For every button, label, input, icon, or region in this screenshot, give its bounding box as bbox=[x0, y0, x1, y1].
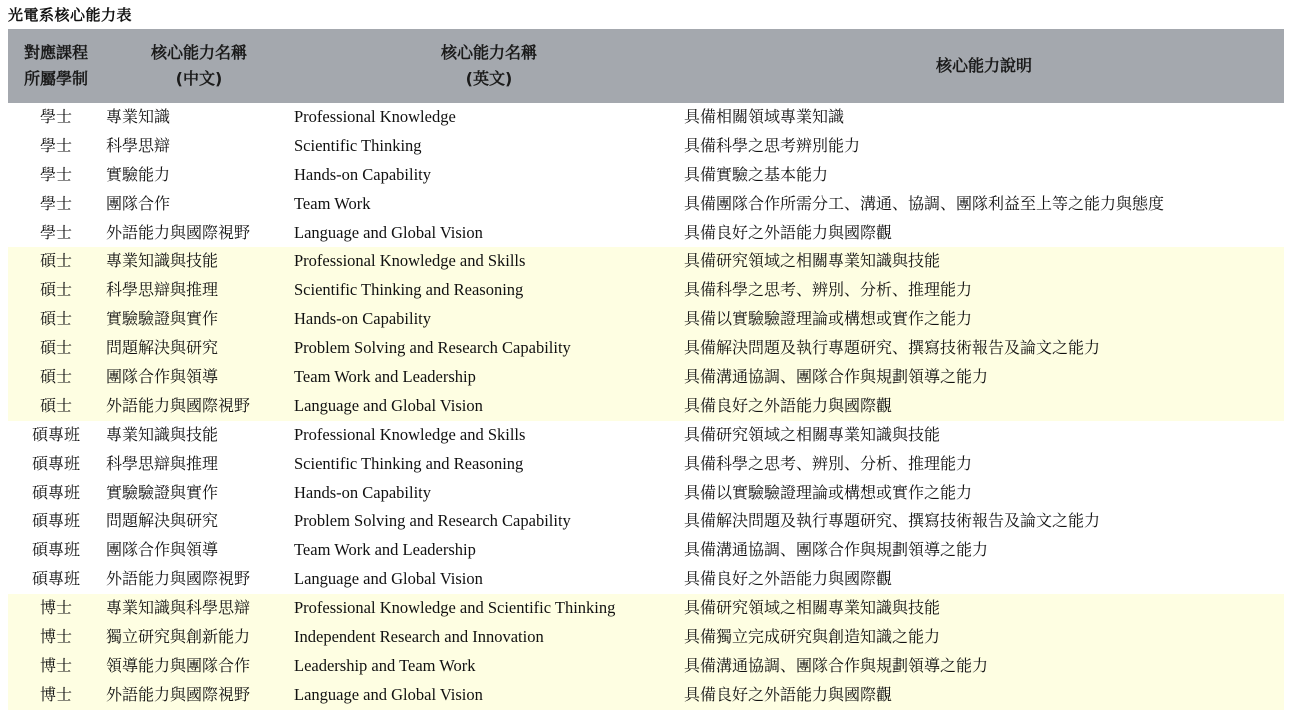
table-row bbox=[8, 594, 1284, 623]
program-level-cell: 學士 bbox=[39, 164, 72, 184]
table-row bbox=[8, 421, 1284, 450]
competency-description-cell: 具備良好之外語能力與國際觀 bbox=[684, 222, 893, 242]
header-zh-line1: 核心能力名稱 bbox=[150, 43, 247, 62]
competency-description-cell: 具備溝通協調、團隊合作與規劃領導之能力 bbox=[684, 655, 989, 675]
competency-name-zh-cell: 科學思辯 bbox=[106, 135, 171, 155]
competency-name-zh-cell: 問題解決與研究 bbox=[106, 338, 219, 358]
page-title: 光電系核心能力表 bbox=[8, 6, 133, 24]
competency-description-cell: 具備團隊合作所需分工、溝通、協調、團隊利益至上等之能力與態度 bbox=[684, 193, 1165, 213]
competency-name-zh-cell: 實驗驗證與實作 bbox=[106, 482, 219, 502]
competency-name-en-cell: Hands-on Capability bbox=[294, 482, 432, 502]
competency-name-en-cell: Language and Global Vision bbox=[294, 569, 483, 589]
program-level-cell: 碩專班 bbox=[31, 569, 80, 589]
table-row bbox=[8, 392, 1284, 421]
program-level-cell: 碩士 bbox=[39, 338, 72, 358]
competency-name-en-cell: Problem Solving and Research Capability bbox=[294, 338, 571, 358]
competency-description-cell: 具備良好之外語能力與國際觀 bbox=[684, 684, 893, 704]
table-row bbox=[8, 536, 1284, 565]
header-en-line1: 核心能力名稱 bbox=[440, 43, 537, 62]
program-level-cell: 博士 bbox=[39, 627, 72, 647]
competency-description-cell: 具備實驗之基本能力 bbox=[684, 164, 829, 184]
competency-description-cell: 具備研究領域之相關專業知識與技能 bbox=[684, 598, 941, 618]
header-name-en bbox=[294, 29, 684, 103]
competency-name-zh-cell: 團隊合作 bbox=[106, 193, 171, 213]
competency-description-cell: 具備溝通協調、團隊合作與規劃領導之能力 bbox=[684, 367, 989, 387]
competency-name-en-cell: Language and Global Vision bbox=[294, 222, 483, 242]
program-level-cell: 碩士 bbox=[39, 251, 72, 271]
competency-description-cell: 具備解決問題及執行專題研究、撰寫技術報告及論文之能力 bbox=[684, 511, 1101, 531]
table-row bbox=[8, 305, 1284, 334]
competency-description-cell: 具備相關領域專業知識 bbox=[684, 107, 845, 126]
table-row bbox=[8, 247, 1284, 276]
competency-description-cell: 具備科學之思考辨別能力 bbox=[684, 135, 861, 155]
program-level-cell: 博士 bbox=[39, 598, 72, 618]
header-level-line1: 對應課程 bbox=[23, 43, 88, 62]
table-row bbox=[8, 363, 1284, 392]
table-row bbox=[8, 681, 1284, 710]
competency-description-cell: 具備溝通協調、團隊合作與規劃領導之能力 bbox=[684, 540, 989, 560]
table-row bbox=[8, 161, 1284, 190]
competency-name-zh-cell: 領導能力與團隊合作 bbox=[106, 655, 251, 675]
competency-name-zh-cell: 團隊合作與領導 bbox=[106, 540, 219, 560]
program-level-cell: 碩專班 bbox=[31, 540, 80, 560]
table-row bbox=[8, 132, 1284, 161]
competency-name-zh-cell: 外語能力與國際視野 bbox=[106, 684, 251, 704]
competency-name-en-cell: Team Work bbox=[294, 193, 371, 213]
competency-name-zh-cell: 外語能力與國際視野 bbox=[106, 395, 251, 415]
program-level-cell: 學士 bbox=[39, 193, 72, 213]
competency-name-en-cell: Team Work and Leadership bbox=[294, 367, 476, 387]
table-row bbox=[8, 219, 1284, 248]
competency-name-en-cell: Professional Knowledge bbox=[294, 107, 456, 126]
competency-name-zh-cell: 團隊合作與領導 bbox=[106, 367, 219, 387]
table-row bbox=[8, 334, 1284, 363]
program-level-cell: 碩士 bbox=[39, 309, 72, 329]
table-header bbox=[8, 29, 1284, 103]
competency-name-zh-cell: 外語能力與國際視野 bbox=[106, 569, 251, 589]
competency-description-cell: 具備研究領域之相關專業知識與技能 bbox=[684, 424, 941, 444]
program-level-cell: 碩士 bbox=[39, 395, 72, 415]
table-row bbox=[8, 276, 1284, 305]
program-level-cell: 碩專班 bbox=[31, 511, 80, 531]
competency-name-zh-cell: 實驗能力 bbox=[106, 164, 171, 184]
competency-name-zh-cell: 科學思辯與推理 bbox=[106, 453, 219, 473]
competency-name-zh-cell: 獨立研究與創新能力 bbox=[106, 627, 251, 647]
program-level-cell: 碩專班 bbox=[31, 424, 80, 444]
program-level-cell: 學士 bbox=[39, 222, 72, 242]
header-desc-text: 核心能力說明 bbox=[935, 56, 1032, 75]
competency-name-en-cell: Independent Research and Innovation bbox=[294, 627, 544, 647]
competency-name-en-cell: Problem Solving and Research Capability bbox=[294, 511, 571, 531]
competency-name-zh-cell: 實驗驗證與實作 bbox=[106, 309, 219, 329]
program-level-cell: 博士 bbox=[39, 684, 72, 704]
competency-description-cell: 具備解決問題及執行專題研究、撰寫技術報告及論文之能力 bbox=[684, 338, 1101, 358]
table-body bbox=[8, 103, 1284, 710]
competency-name-en-cell: Hands-on Capability bbox=[294, 309, 432, 329]
competency-name-en-cell: Professional Knowledge and Skills bbox=[294, 424, 526, 444]
header-zh-line2: (中文) bbox=[175, 69, 223, 88]
competency-name-en-cell: Team Work and Leadership bbox=[294, 540, 476, 560]
competency-name-zh-cell: 專業知識 bbox=[106, 107, 171, 126]
competency-name-zh-cell: 專業知識與技能 bbox=[106, 251, 219, 271]
competency-name-zh-cell: 專業知識與科學思辯 bbox=[106, 598, 251, 618]
program-level-cell: 碩士 bbox=[39, 367, 72, 387]
table-row bbox=[8, 565, 1284, 594]
competency-name-zh-cell: 問題解決與研究 bbox=[106, 511, 219, 531]
program-level-cell: 碩專班 bbox=[31, 482, 80, 502]
program-level-cell: 碩士 bbox=[39, 280, 72, 300]
competency-name-zh-cell: 專業知識與技能 bbox=[106, 424, 219, 444]
competency-description-cell: 具備以實驗驗證理論或構想或實作之能力 bbox=[684, 482, 973, 502]
program-level-cell: 學士 bbox=[39, 135, 72, 155]
header-en-line2: (英文) bbox=[465, 69, 513, 88]
header-program-level bbox=[8, 29, 104, 103]
table-row bbox=[8, 652, 1284, 681]
table-row bbox=[8, 190, 1284, 219]
competency-name-en-cell: Hands-on Capability bbox=[294, 164, 432, 184]
competency-name-zh-cell: 科學思辯與推理 bbox=[106, 280, 219, 300]
competency-name-en-cell: Language and Global Vision bbox=[294, 684, 483, 704]
competency-table bbox=[8, 29, 1284, 710]
competency-description-cell: 具備科學之思考、辨別、分析、推理能力 bbox=[684, 453, 973, 473]
table-row bbox=[8, 479, 1284, 508]
competency-description-cell: 具備良好之外語能力與國際觀 bbox=[684, 569, 893, 589]
header-level-line2: 所屬學制 bbox=[23, 69, 88, 88]
competency-name-en-cell: Scientific Thinking and Reasoning bbox=[294, 453, 524, 473]
header-name-zh bbox=[104, 29, 294, 103]
header-description bbox=[684, 29, 1284, 103]
competency-name-zh-cell: 外語能力與國際視野 bbox=[106, 222, 251, 242]
competency-description-cell: 具備研究領域之相關專業知識與技能 bbox=[684, 251, 941, 271]
table-row bbox=[8, 103, 1284, 132]
competency-name-en-cell: Professional Knowledge and Skills bbox=[294, 251, 526, 271]
program-level-cell: 學士 bbox=[39, 107, 72, 126]
competency-name-en-cell: Scientific Thinking and Reasoning bbox=[294, 280, 524, 300]
competency-description-cell: 具備以實驗驗證理論或構想或實作之能力 bbox=[684, 309, 973, 329]
competency-description-cell: 具備科學之思考、辨別、分析、推理能力 bbox=[684, 280, 973, 300]
competency-name-en-cell: Language and Global Vision bbox=[294, 395, 483, 415]
table-row bbox=[8, 450, 1284, 479]
competency-name-en-cell: Professional Knowledge and Scientific Thinking bbox=[294, 598, 616, 618]
program-level-cell: 碩專班 bbox=[31, 453, 80, 473]
competency-name-en-cell: Scientific Thinking bbox=[294, 135, 422, 155]
table-row bbox=[8, 507, 1284, 536]
competency-description-cell: 具備獨立完成研究與創造知識之能力 bbox=[684, 627, 941, 647]
competency-name-en-cell: Leadership and Team Work bbox=[294, 655, 476, 675]
table-row bbox=[8, 623, 1284, 652]
competency-description-cell: 具備良好之外語能力與國際觀 bbox=[684, 395, 893, 415]
program-level-cell: 博士 bbox=[39, 655, 72, 675]
